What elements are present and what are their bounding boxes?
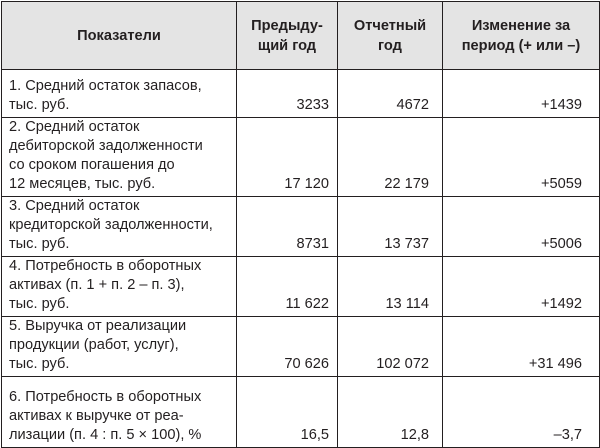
header-row bbox=[2, 2, 600, 70]
row-label: 6. Потребность в оборотных активах к выручке от реа- лизации (п. 4 : п. 5 × 100), % bbox=[2, 377, 237, 448]
table-row bbox=[2, 317, 600, 377]
table-body bbox=[2, 70, 600, 448]
previous-year-value: 8731 bbox=[237, 197, 338, 257]
indicators-table bbox=[1, 1, 600, 448]
table-row bbox=[2, 257, 600, 317]
row-label: 1. Средний остаток запасов, тыс. руб. bbox=[2, 70, 237, 118]
table-row bbox=[2, 377, 600, 448]
current-year-value: 4672 bbox=[338, 70, 443, 118]
row-label: 3. Средний остаток кредиторской задолженности, тыс. руб. bbox=[2, 197, 237, 257]
previous-year-value: 16,5 bbox=[237, 377, 338, 448]
previous-year-value: 70 626 bbox=[237, 317, 338, 377]
previous-year-value: 17 120 bbox=[237, 118, 338, 197]
row-label: 5. Выручка от реализации продукции (работ, услуг), тыс. руб. bbox=[2, 317, 237, 377]
current-year-value: 102 072 bbox=[338, 317, 443, 377]
previous-year-value: 11 622 bbox=[237, 257, 338, 317]
previous-year-value: 3233 bbox=[237, 70, 338, 118]
change-value: –3,7 bbox=[443, 377, 600, 448]
current-year-value: 22 179 bbox=[338, 118, 443, 197]
change-value: +5006 bbox=[443, 197, 600, 257]
current-year-value: 13 114 bbox=[338, 257, 443, 317]
header-current-year: Отчетный год bbox=[338, 2, 443, 70]
change-value: +5059 bbox=[443, 118, 600, 197]
header-previous-year: Предыду- щий год bbox=[237, 2, 338, 70]
row-label: 4. Потребность в оборотных активах (п. 1 + п. 2 – п. 3), тыс. руб. bbox=[2, 257, 237, 317]
change-value: +31 496 bbox=[443, 317, 600, 377]
header-indicators: Показатели bbox=[2, 2, 237, 70]
change-value: +1492 bbox=[443, 257, 600, 317]
table-row bbox=[2, 70, 600, 118]
row-label: 2. Средний остаток дебиторской задолженности со сроком погашения до 12 месяцев, тыс. руб. bbox=[2, 118, 237, 197]
table-row bbox=[2, 118, 600, 197]
change-value: +1439 bbox=[443, 70, 600, 118]
current-year-value: 13 737 bbox=[338, 197, 443, 257]
header-change: Изменение за период (+ или –) bbox=[443, 2, 600, 70]
table-row bbox=[2, 197, 600, 257]
table-header bbox=[2, 2, 600, 70]
current-year-value: 12,8 bbox=[338, 377, 443, 448]
